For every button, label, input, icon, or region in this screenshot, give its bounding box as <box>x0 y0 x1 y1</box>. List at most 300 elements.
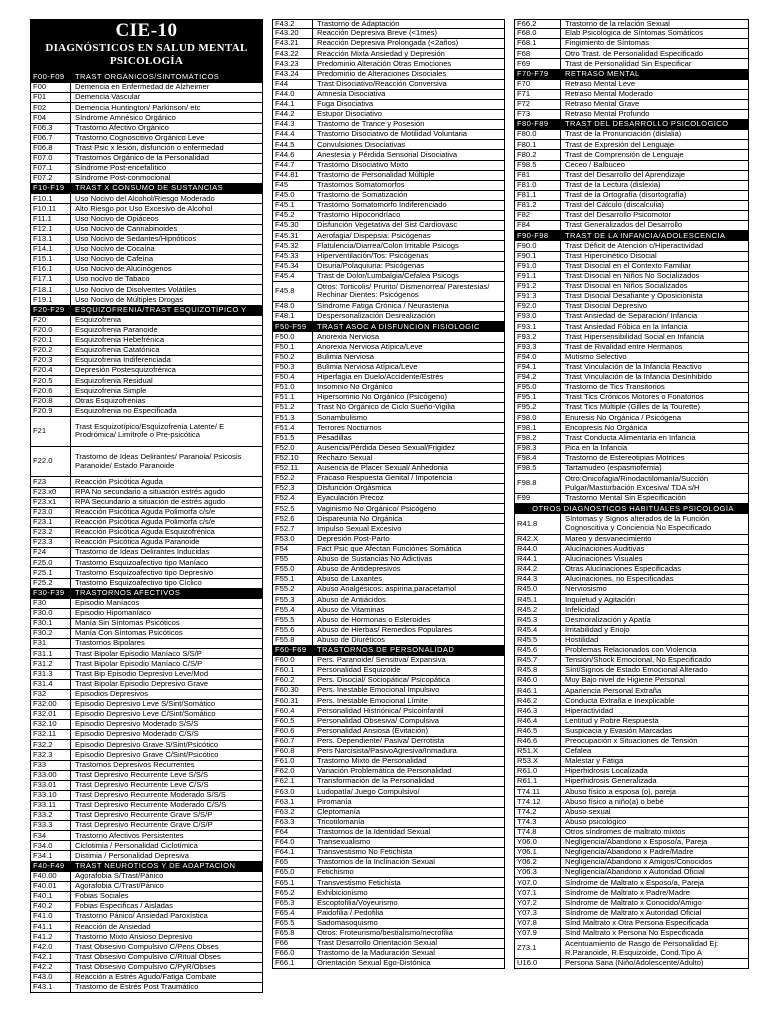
description-cell: Trastornos Depresivos Recurrentes <box>75 760 195 769</box>
table-row <box>272 393 505 403</box>
description-cell: Uso Nocivo de Opiáceos <box>75 214 159 223</box>
table-row <box>272 727 505 737</box>
code-cell: F31 <box>31 639 71 648</box>
code-cell: F60-F69 <box>275 645 307 655</box>
table-row <box>272 29 505 39</box>
table-row <box>272 373 505 383</box>
table-row <box>514 878 749 888</box>
code-cell: F66.2 <box>515 20 561 28</box>
code-cell: T74.8 <box>515 828 561 837</box>
description-cell: Trast Obsesivo Compulsivo C/Pens Obses <box>75 942 219 951</box>
table-row <box>272 484 505 494</box>
description-cell: Mareo y desvanecimiento <box>565 534 652 543</box>
code-cell: Y07.1 <box>515 888 561 897</box>
description-cell: Trast Generalizados del Desarrollo <box>565 221 683 230</box>
table-row <box>272 383 505 393</box>
code-cell: Y07.8 <box>515 919 561 928</box>
description-cell: Trastorno de Ideas Delirantes/ Paranoia/ Psicosis Paranoide/ Estado Paranoide <box>75 453 242 470</box>
code-cell: F42.2 <box>31 963 71 972</box>
description-cell: Apariencia Personal Extraña <box>565 686 662 695</box>
description-cell: Trastorno Esquizoafectivo tipo Depresivo <box>75 568 214 577</box>
table-row <box>514 838 749 848</box>
table-row <box>514 332 749 342</box>
description-cell: Uso Nocivo de Disolventes Volátiles <box>75 285 197 294</box>
table-row <box>30 295 263 305</box>
table-row <box>30 599 263 609</box>
description-cell: Esquizofrenia <box>75 315 122 324</box>
table-row <box>514 39 749 49</box>
code-cell: F25.1 <box>31 568 71 577</box>
description-cell: Trast Obsesivo Compulsivo C/PyR/Obses <box>75 962 216 971</box>
description-cell: Trastorno Pánico/ Ansiedad Paroxística <box>75 912 208 921</box>
code-cell: Y07.9 <box>515 929 561 938</box>
description-cell: Depresión Post-Parto <box>317 534 390 543</box>
code-cell: F34.1 <box>31 851 71 860</box>
code-cell: F44.5 <box>273 140 313 149</box>
code-cell: F68 <box>515 49 561 58</box>
description-cell: Estupor Disociativo <box>317 110 382 119</box>
description-cell: Episodio Depresivo Leve C/Sint/Somático <box>75 710 216 719</box>
code-cell: F18.1 <box>31 285 71 294</box>
description-cell: Trastorno de Tics Transitorios <box>565 383 665 392</box>
table-row <box>272 454 505 464</box>
table-row <box>514 221 749 231</box>
code-cell: F73 <box>515 110 561 119</box>
code-cell: F41.0 <box>31 912 71 921</box>
table-row <box>514 19 749 29</box>
table-row <box>514 100 749 110</box>
table-row <box>514 474 749 494</box>
code-cell: F63.1 <box>273 797 313 806</box>
page-subtitle-line1: DIAGNÓSTICOS EN SALUD MENTAL <box>45 42 248 54</box>
description-cell: Trast Disocial en Niños Socializados <box>565 282 688 291</box>
table-row <box>272 353 505 363</box>
description-cell: Abuso de Hierbas/ Remedios Populares <box>317 625 453 634</box>
description-cell: Trast de Dolor/Lumbalgia/Cefalea Psicogs <box>317 271 459 280</box>
code-cell: F20.5 <box>31 376 71 385</box>
table-row <box>30 882 263 892</box>
table-row <box>30 498 263 508</box>
code-cell: F30.2 <box>31 629 71 638</box>
description-cell: Agorafobia C/Trast/Pánico <box>75 882 164 891</box>
description-cell: Trast de la Lectura (dislexia) <box>565 181 661 189</box>
description-cell: Transexualismo <box>317 838 371 847</box>
table-row <box>272 59 505 69</box>
description-cell: Uso Nocivo de Alucinógenos <box>75 265 172 274</box>
description-cell: Fetichismo <box>317 868 354 877</box>
code-cell: F45.30 <box>273 221 313 230</box>
description-cell: Tensión/Shock Emocional, No Especificado <box>565 656 712 665</box>
description-cell: Sadomasoquismo <box>317 919 378 927</box>
description-cell: Reacción Mixta Ansiedad y Depresión <box>317 49 445 58</box>
code-cell: F44 <box>273 80 313 89</box>
table-row <box>514 929 749 939</box>
section-header-row <box>514 504 749 514</box>
table-row <box>514 343 749 353</box>
table-row <box>272 524 505 534</box>
code-cell: F53.0 <box>273 535 313 544</box>
description-cell: Trast del Cálculo (discalculia) <box>565 201 664 210</box>
description-cell: Trast Ansiedad Fóbica en la Infancia <box>565 322 688 331</box>
table-row <box>272 231 505 241</box>
table-row <box>514 666 749 676</box>
section-title: TRASTORNOS AFECTIVOS <box>75 588 181 597</box>
table-row <box>272 676 505 686</box>
code-cell: F63.3 <box>273 818 313 827</box>
description-cell: Trastorno Mixto de Personalidad <box>317 757 427 766</box>
table-row <box>30 831 263 841</box>
code-cell: F55.4 <box>273 605 313 614</box>
code-cell: Y06.2 <box>515 858 561 867</box>
description-cell: Hiperventilación/Tos: Psicógenas <box>317 251 429 260</box>
description-cell: Abuso de Laxantes <box>317 575 383 584</box>
description-cell: Ceceo / Balbuceo <box>565 160 625 169</box>
description-cell: Trast de Personalidad Sin Especificar <box>565 59 692 68</box>
code-cell: F23 <box>31 477 71 486</box>
table-row <box>30 265 263 275</box>
code-cell: F23.x0 <box>31 488 71 497</box>
code-cell: R46.5 <box>515 727 561 736</box>
description-cell: Uso Nocivo de Cafeína <box>75 255 154 264</box>
description-cell: Lentitud y Pobre Respuesta <box>565 716 659 725</box>
table-row <box>30 872 263 882</box>
table-row <box>30 174 263 184</box>
code-cell: F33.00 <box>31 771 71 780</box>
table-row <box>272 211 505 221</box>
code-cell: F15.1 <box>31 255 71 264</box>
description-cell: Pers. Paranoide/ Sensitiva/ Expansiva <box>317 656 446 665</box>
code-cell: F71 <box>515 90 561 99</box>
description-cell: Trastorno Somatomorfo Indiferenciado <box>317 201 447 210</box>
description-cell: Trast Vinculación de la Infancia Reactivo <box>565 362 702 371</box>
code-cell: F68.0 <box>515 29 561 38</box>
table-row <box>514 727 749 737</box>
table-row <box>30 386 263 396</box>
table-row <box>514 80 749 90</box>
table-row <box>272 858 505 868</box>
description-cell: Esquizofrenia Simple <box>75 386 147 395</box>
description-cell: Trast Tics Múltiple (Gilles de la Tourette) <box>565 403 701 412</box>
table-row <box>272 959 505 969</box>
table-row <box>514 322 749 332</box>
description-cell: Acentuamiento de Rasgo de Personalidad Ej: R.Paranoide, R.Esquizoide, Cond.Tipo A <box>565 940 719 957</box>
description-cell: Uso Nocivo de Cannabinoides <box>75 224 178 233</box>
table-row <box>30 740 263 750</box>
code-cell: F43.2 <box>273 20 313 28</box>
code-cell: F31.4 <box>31 680 71 689</box>
code-cell: F13.1 <box>31 235 71 244</box>
code-cell: F30-F39 <box>33 587 65 597</box>
table-row <box>272 161 505 171</box>
table-row <box>30 771 263 781</box>
description-cell: Abuso de Vitaminas <box>317 605 385 614</box>
table-row <box>514 423 749 433</box>
description-cell: Cefalea <box>565 747 592 756</box>
description-cell: Vaginismo No Orgánico/ Psicógeno <box>317 504 437 513</box>
code-cell: F07.2 <box>31 174 71 183</box>
description-cell: Dispareunia No Orgánica <box>317 514 403 523</box>
code-cell: F31.1 <box>31 649 71 658</box>
code-cell: F80.2 <box>515 150 561 159</box>
code-cell: Y06.3 <box>515 868 561 877</box>
code-cell: F33.11 <box>31 801 71 810</box>
table-row <box>514 433 749 443</box>
code-cell: F40.2 <box>31 902 71 911</box>
table-row <box>272 312 505 322</box>
code-cell: F52.11 <box>273 464 313 473</box>
table-row <box>514 828 749 838</box>
table-row <box>272 343 505 353</box>
code-cell: F04 <box>31 113 71 122</box>
description-cell: Cleptomanía <box>317 807 361 816</box>
description-cell: Ciclotimia / Personalidad Ciclotímica <box>75 841 198 850</box>
description-cell: Trast Psic x lesión, disfunción o enfermedad <box>75 144 224 153</box>
table-row <box>272 19 505 29</box>
code-cell: Y06.1 <box>515 848 561 857</box>
description-cell: Trast Bipolar Episodio Depresivo Grave <box>75 679 209 688</box>
table-row <box>30 164 263 174</box>
code-cell: F91.1 <box>515 272 561 281</box>
table-row <box>514 636 749 646</box>
table-row <box>30 215 263 225</box>
code-cell: F65.4 <box>273 909 313 918</box>
code-cell: F45.31 <box>273 231 313 240</box>
code-cell: F99 <box>515 494 561 503</box>
description-cell: Abuso sexual <box>565 807 611 816</box>
table-row <box>30 953 263 963</box>
code-cell: F54 <box>273 545 313 554</box>
table-row <box>514 767 749 777</box>
code-cell: F23.0 <box>31 508 71 517</box>
description-cell: Disuria/Polaquiuria: Psicógenas <box>317 261 425 270</box>
code-cell: T74.11 <box>515 787 561 796</box>
table-row <box>272 130 505 140</box>
description-cell: Síndrome de Maltrato x Conocido/Amigo <box>565 898 702 907</box>
description-cell: Fobias Sociales <box>75 892 129 901</box>
description-cell: Otros: Torticolis/ Prurito/ Dismenorrea/ Parestesias/ Rechinar Dientes: Psicógenos <box>317 282 490 300</box>
code-cell: R46.0 <box>515 676 561 685</box>
description-cell: Trast Déficit de Atención c/Hiperactividad <box>565 241 704 250</box>
table-row <box>30 568 263 578</box>
code-cell: F52.2 <box>273 474 313 483</box>
description-cell: Orientación Sexual Ego-Distónica <box>317 959 431 968</box>
code-cell: Y07.2 <box>515 899 561 908</box>
table-row <box>30 376 263 386</box>
code-cell: F66.0 <box>273 949 313 958</box>
table-row <box>272 757 505 767</box>
description-cell: Predominio Alteración Otras Emociones <box>317 59 452 68</box>
code-cell: F66.1 <box>273 959 313 968</box>
description-cell: Episodios Depresivos <box>75 689 149 698</box>
code-cell: F90.1 <box>515 252 561 261</box>
code-cell: F43.24 <box>273 70 313 79</box>
table-row <box>514 858 749 868</box>
code-cell: F20.6 <box>31 386 71 395</box>
table-row <box>514 130 749 140</box>
section-title: TRAST DE LA INFANCIA/ADOLESCENCIA <box>565 231 726 240</box>
description-cell: Uso Nocivo de Múltiples Drogas <box>75 295 184 304</box>
code-cell: F45.4 <box>273 272 313 281</box>
code-cell: F45.8 <box>273 282 313 301</box>
section-header-row <box>272 322 505 332</box>
code-cell: F60.4 <box>273 706 313 715</box>
table-row <box>30 761 263 771</box>
code-cell: F65.3 <box>273 899 313 908</box>
description-cell: Síndrome de Maltrato x Autoridad Oficial <box>565 908 702 917</box>
description-cell: Trast de la Ortografía (disortografía) <box>565 191 687 200</box>
table-rows-2 <box>272 19 505 969</box>
table-row <box>514 312 749 322</box>
description-cell: Distimia / Personalidad Depresiva <box>75 851 189 860</box>
table-row <box>514 171 749 181</box>
table-row <box>272 302 505 312</box>
code-cell: F98.8 <box>515 474 561 493</box>
description-cell: Variación Problemática de Personalidad <box>317 767 452 776</box>
description-cell: RPA No secundario a situación estrés agudo <box>75 487 226 496</box>
code-cell: F81.1 <box>515 191 561 200</box>
description-cell: Personalidad Histriónica/ Psicoinfantil <box>317 706 444 715</box>
code-cell: F12.1 <box>31 225 71 234</box>
table-row <box>272 514 505 524</box>
description-cell: Trastorno Esquizoafectivo tipo Maníaco <box>75 558 209 567</box>
table-row <box>30 609 263 619</box>
table-row <box>30 488 263 498</box>
description-cell: Tricotilomanía <box>317 817 365 826</box>
table-row <box>514 565 749 575</box>
code-cell: F40.00 <box>31 872 71 881</box>
code-cell: F11.1 <box>31 215 71 224</box>
table-row <box>514 585 749 595</box>
code-cell: F10-F19 <box>33 183 65 193</box>
code-cell: F60.30 <box>273 686 313 695</box>
description-cell: Trast Depresivo Recurrente Grave C/S/P <box>75 821 213 830</box>
code-cell: Y07.0 <box>515 878 561 887</box>
code-cell: T74.2 <box>515 808 561 817</box>
code-cell: F52.5 <box>273 504 313 513</box>
code-cell: F42.1 <box>31 953 71 962</box>
description-cell: Trast Bip Episodio Depresivo Leve/Mod <box>75 669 209 678</box>
code-cell: F31.3 <box>31 670 71 679</box>
table-row <box>272 504 505 514</box>
description-cell: Pers. Inestable Emocional Impulsivo <box>317 686 440 695</box>
table-row <box>514 353 749 363</box>
code-cell: F68.1 <box>515 39 561 48</box>
description-cell: Otro:Onicofagia/Rinodactilomanía/Succión Pulgar/Masturbación Excesiva/ TDA s/H <box>565 474 709 492</box>
description-cell: Malestar y Fatiga <box>565 757 624 766</box>
description-cell: Despersonalización Desrealización <box>317 312 436 321</box>
table-row <box>272 747 505 757</box>
description-cell: Hostilidad <box>565 635 599 644</box>
code-cell: F52.10 <box>273 454 313 463</box>
code-cell: F44.81 <box>273 171 313 180</box>
code-cell: F69 <box>515 59 561 68</box>
description-cell: Hiperhidrosis Localizada <box>565 767 648 776</box>
table-row <box>30 791 263 801</box>
code-cell: F82 <box>515 211 561 220</box>
code-cell: R46.4 <box>515 717 561 726</box>
code-cell: F80.0 <box>515 130 561 139</box>
description-cell: Negligencia/Abandono x Padre/Madre <box>565 848 694 857</box>
code-cell: F64.1 <box>273 848 313 857</box>
table-row <box>30 93 263 103</box>
table-row <box>514 191 749 201</box>
table-row <box>30 225 263 235</box>
code-cell: F93.2 <box>515 332 561 341</box>
code-cell: F91.0 <box>515 262 561 271</box>
table-row <box>514 150 749 160</box>
description-cell: Síntomas y Signos alterados de la Función Cognoscitiva y Conciencia No Especificado <box>565 515 712 532</box>
code-cell: F51.1 <box>273 393 313 402</box>
table-row <box>514 545 749 555</box>
code-cell: F62.1 <box>273 777 313 786</box>
description-cell: Reacción Psicótica Aguda Esquizofrénica <box>75 528 215 537</box>
description-cell: Trast Disocial Depresivo <box>565 302 648 311</box>
table-row <box>30 851 263 861</box>
description-cell: Retraso Mental Leve <box>565 79 636 88</box>
description-cell: Episodio Depresivo Moderado S/S/S <box>75 720 199 729</box>
description-cell: Conducta Extraña e Inexplicable <box>565 696 675 705</box>
code-cell: F21 <box>31 417 71 446</box>
description-cell: Otros síndromes de maltrato mixtos <box>565 828 686 837</box>
table-row <box>30 366 263 376</box>
description-cell: Agorafobia S/Trast/Pánico <box>75 871 164 880</box>
table-row <box>272 474 505 484</box>
code-cell: F20.1 <box>31 336 71 345</box>
code-cell: F51.3 <box>273 413 313 422</box>
code-cell: F14.1 <box>31 245 71 254</box>
code-cell: F55.8 <box>273 636 313 645</box>
table-row <box>30 154 263 164</box>
code-cell: F33.3 <box>31 821 71 830</box>
table-row <box>514 626 749 636</box>
table-row <box>514 686 749 696</box>
description-cell: Esquizofrenia Residual <box>75 376 153 385</box>
code-cell: F70 <box>515 80 561 89</box>
table-row <box>272 252 505 262</box>
description-cell: Abuso psicológico <box>565 817 627 826</box>
description-cell: Hiperfagia en Duelo/Accidente/Estrés <box>317 373 444 382</box>
code-cell: F60.31 <box>273 696 313 705</box>
code-cell: F20.9 <box>31 407 71 416</box>
code-cell: F20.2 <box>31 346 71 355</box>
table-row <box>30 629 263 639</box>
description-cell: Fobias Especificas / Aisladas <box>75 902 173 911</box>
description-cell: Elab Psicológica de Síntomas Somáticos <box>565 29 704 38</box>
code-cell: F20.4 <box>31 366 71 375</box>
code-cell: F55.0 <box>273 565 313 574</box>
section-header-row <box>30 73 263 83</box>
code-cell: F60.5 <box>273 717 313 726</box>
table-row <box>272 39 505 49</box>
section-title: TRAST ASOC A DISFUNCIÓN FISIOLÓGIC <box>317 322 480 331</box>
table-row <box>272 444 505 454</box>
description-cell: Transvestismo Fetichista <box>317 878 401 887</box>
description-cell: Trast Desarrollo Orientación Sexual <box>317 939 438 948</box>
code-cell: T74.3 <box>515 818 561 827</box>
table-row <box>514 59 749 69</box>
description-cell: Rechazo Sexual <box>317 453 373 462</box>
code-cell: F95.0 <box>515 383 561 392</box>
code-cell: F52.4 <box>273 494 313 503</box>
code-cell: F43.23 <box>273 59 313 68</box>
table-row <box>514 787 749 797</box>
table-row <box>30 670 263 680</box>
column-1 <box>30 19 263 993</box>
table-row <box>272 403 505 413</box>
table-row <box>514 595 749 605</box>
table-row <box>30 447 263 477</box>
code-cell: F81 <box>515 171 561 180</box>
